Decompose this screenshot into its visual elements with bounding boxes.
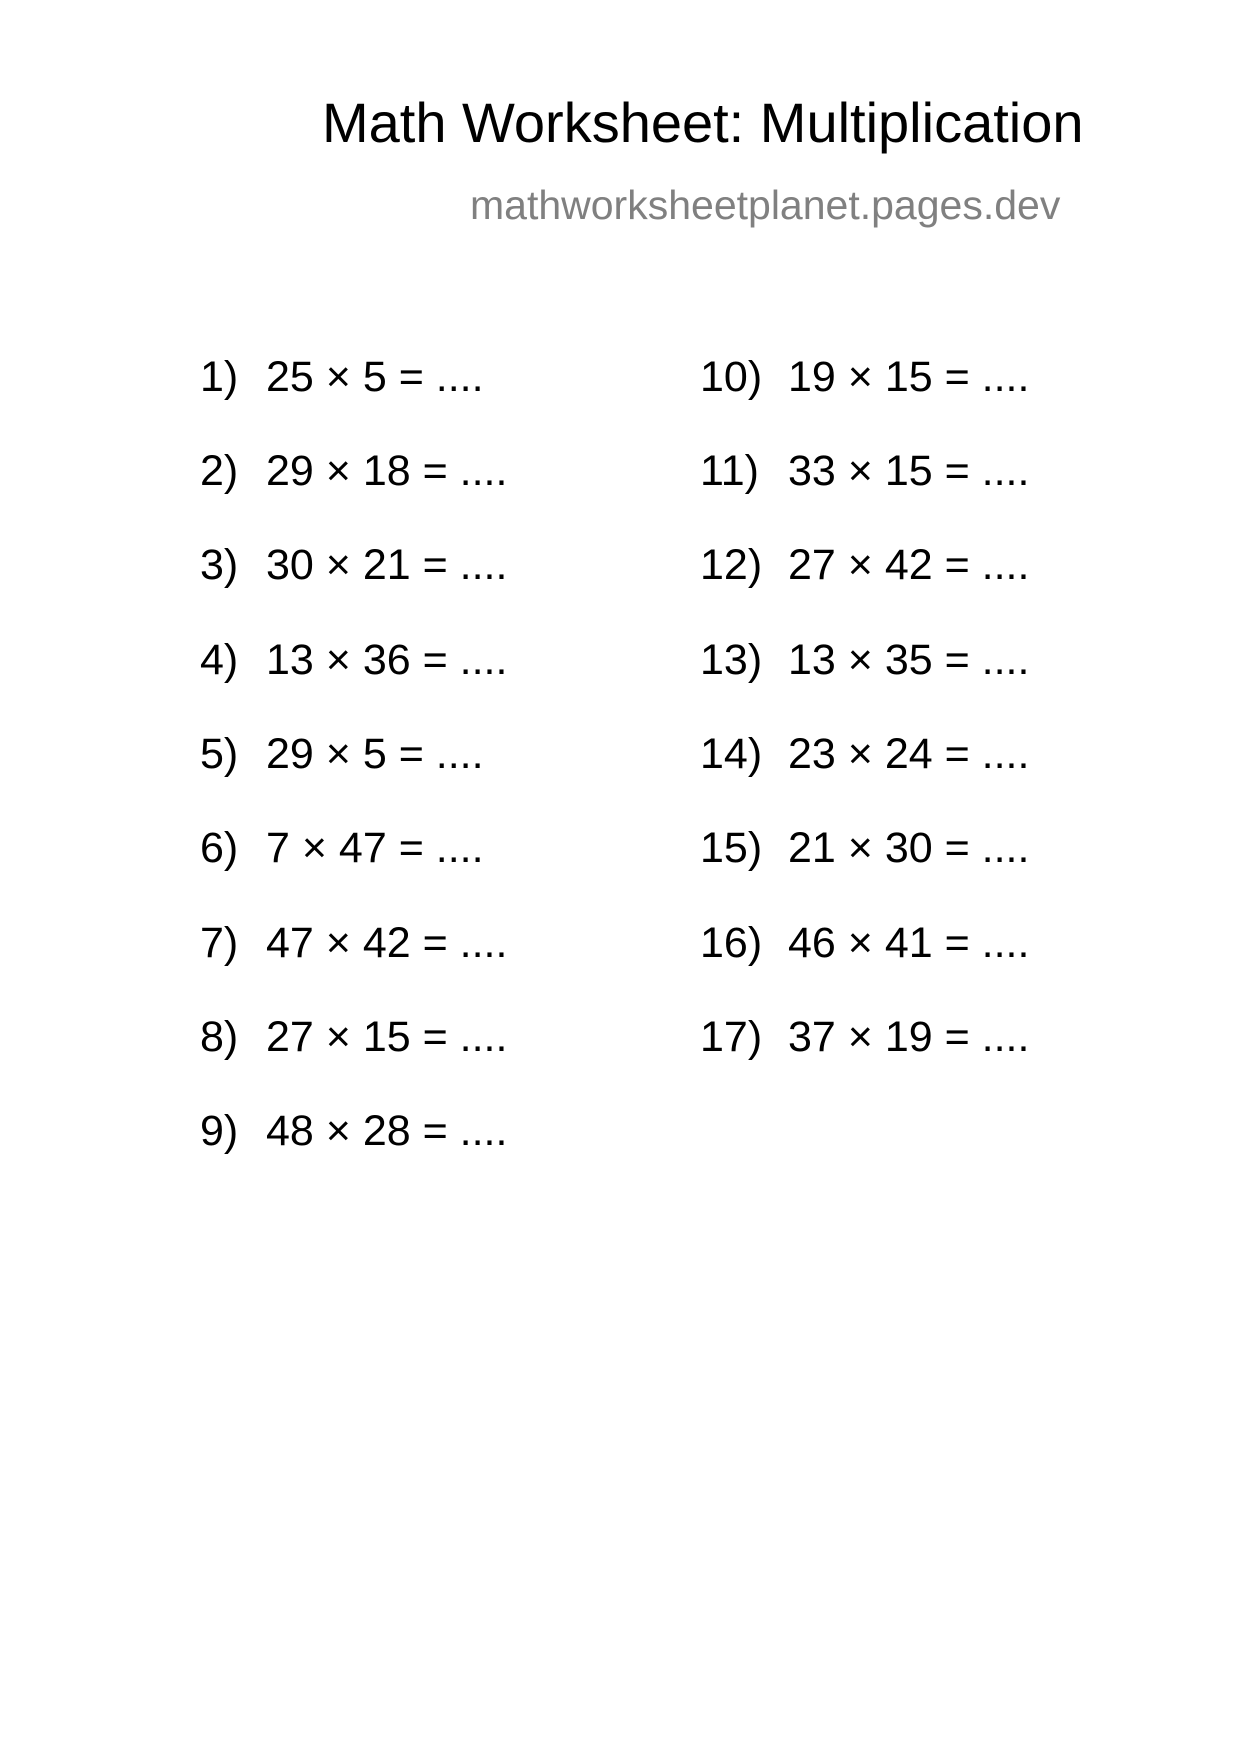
- problem-item: [700, 446, 1029, 496]
- problem-item: [700, 823, 1029, 873]
- problem-expression: 33 × 15 = ....: [788, 447, 1030, 495]
- problem-item: [700, 1012, 1029, 1062]
- problem-number: 12): [700, 541, 763, 589]
- page-title: Math Worksheet: Multiplication: [322, 91, 1084, 154]
- problem-item: [700, 352, 1029, 402]
- problem-expression: 48 × 28 = ....: [266, 1107, 508, 1155]
- problem-number: 14): [700, 730, 763, 778]
- problem-number: 6): [200, 824, 239, 872]
- problem-number: 8): [200, 1013, 239, 1061]
- problem-number: 11): [700, 447, 759, 495]
- problem-item: [700, 918, 1029, 968]
- problem-item: [200, 635, 507, 685]
- problem-number: 10): [700, 353, 763, 401]
- problem-number: 5): [200, 730, 239, 778]
- problem-expression: 29 × 5 = ....: [266, 730, 484, 778]
- problem-item: [700, 635, 1029, 685]
- problem-expression: 21 × 30 = ....: [788, 824, 1030, 872]
- problem-item: [200, 729, 484, 779]
- problem-item: [200, 1012, 507, 1062]
- site-url: mathworksheetplanet.pages.dev: [470, 182, 1061, 228]
- problem-item: [200, 540, 507, 590]
- problem-expression: 27 × 15 = ....: [266, 1013, 508, 1061]
- problem-expression: 27 × 42 = ....: [788, 541, 1030, 589]
- problem-expression: 13 × 36 = ....: [266, 636, 508, 684]
- problem-item: [200, 446, 507, 496]
- problem-expression: 25 × 5 = ....: [266, 353, 484, 401]
- problem-expression: 7 × 47 = ....: [266, 824, 484, 872]
- problem-expression: 37 × 19 = ....: [788, 1013, 1030, 1061]
- problem-number: 4): [200, 636, 239, 684]
- problem-expression: 30 × 21 = ....: [266, 541, 508, 589]
- problem-expression: 29 × 18 = ....: [266, 447, 508, 495]
- problem-number: 16): [700, 919, 763, 967]
- problem-number: 7): [200, 919, 239, 967]
- problem-item: [200, 918, 507, 968]
- problem-item: [700, 540, 1029, 590]
- problem-number: 13): [700, 636, 763, 684]
- problem-number: 2): [200, 447, 239, 495]
- problem-item: [200, 1106, 507, 1156]
- problem-number: 15): [700, 824, 763, 872]
- problem-item: [200, 352, 484, 402]
- problem-number: 1): [200, 353, 239, 401]
- problem-expression: 13 × 35 = ....: [788, 636, 1030, 684]
- problem-expression: 47 × 42 = ....: [266, 919, 508, 967]
- problem-number: 3): [200, 541, 239, 589]
- problem-item: [200, 823, 484, 873]
- problem-item: [700, 729, 1029, 779]
- problem-number: 9): [200, 1107, 239, 1155]
- problem-number: 17): [700, 1013, 763, 1061]
- problem-expression: 23 × 24 = ....: [788, 730, 1030, 778]
- problem-expression: 19 × 15 = ....: [788, 353, 1030, 401]
- problem-expression: 46 × 41 = ....: [788, 919, 1030, 967]
